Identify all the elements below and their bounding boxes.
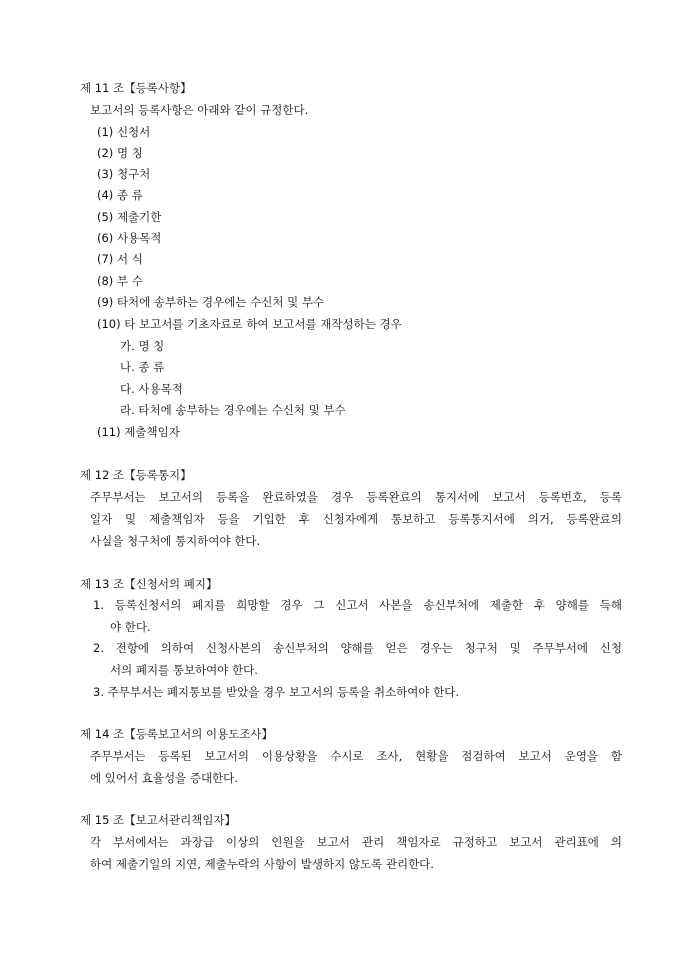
article-11-item-5: (5) 제출기한 — [97, 210, 162, 224]
article-12-line-2: 일자 및 제출책임자 등을 기입한 후 신청자에게 통보하고 등록통지서에 의거, 등록완료의 — [90, 512, 622, 526]
article-11-item-3: (3) 청구처 — [97, 167, 151, 181]
article-13-item-2-line-1: 2. 전항에 의하여 신청사본의 송신부처의 양해를 얻은 경우는 청구처 및 주무부서에 신청 — [93, 641, 622, 655]
article-15-line-1: 각 부서에서는 과장급 이상의 인원을 보고서 관리 책임자로 규정하고 보고서 관리표에 의 — [90, 835, 622, 849]
article-11-item-8: (8) 부 수 — [97, 274, 143, 288]
article-14-heading: 제 14 조【등록보고서의 이용도조사】 — [80, 727, 274, 741]
article-13-item-2-line-2: 서의 폐지를 통보하여야 한다. — [110, 663, 258, 677]
article-13-item-1-line-2: 야 한다. — [110, 620, 151, 634]
article-15-heading: 제 15 조【보고서관리책임자】 — [80, 813, 237, 827]
article-11-intro: 보고서의 등록사항은 아래와 같이 규정한다. — [90, 103, 309, 117]
article-14-line-2: 에 있어서 효율성을 증대한다. — [90, 771, 238, 785]
article-11-subitem-da: 다. 사용목적 — [120, 382, 183, 396]
article-12-heading: 제 12 조【등록통지】 — [80, 468, 192, 482]
article-11-item-1: (1) 신청서 — [97, 125, 151, 139]
article-11-item-2: (2) 명 칭 — [97, 146, 143, 160]
article-12-line-3: 사실을 청구처에 통지하여야 한다. — [90, 534, 261, 548]
article-11-item-9: (9) 타처에 송부하는 경우에는 수신처 및 부수 — [97, 295, 325, 309]
article-11-subitem-ra: 라. 타처에 송부하는 경우에는 수신처 및 부수 — [120, 403, 346, 417]
article-11-item-4: (4) 종 류 — [97, 188, 143, 202]
article-11-subitem-na: 나. 종 류 — [120, 360, 165, 374]
article-11-subitem-ga: 가. 명 칭 — [120, 339, 165, 353]
article-12-line-1: 주무부서는 보고서의 등록을 완료하였을 경우 등록완료의 통지서에 보고서 등록번호, 등록 — [90, 490, 622, 504]
article-14-line-1: 주무부서는 등록된 보고서의 이용상황을 수시로 조사, 현황을 점검하여 보고서 운영을 함 — [90, 749, 622, 763]
article-13-item-3-line-1: 3. 주무부서는 폐지통보를 받았을 경우 보고서의 등록을 취소하여야 한다. — [93, 685, 460, 699]
article-11-item-7: (7) 서 식 — [97, 252, 143, 266]
article-13-heading: 제 13 조【신청서의 폐지】 — [80, 577, 218, 591]
article-11-heading: 제 11 조【등록사항】 — [80, 81, 192, 95]
article-15-line-2: 하여 제출기일의 지연, 제출누락의 사항이 발생하지 않도록 관리한다. — [90, 857, 434, 871]
article-13-item-1-line-1: 1. 등록신청서의 폐지를 희망할 경우 그 신고서 사본을 송신부처에 제출한 후 양해를 득해 — [93, 598, 622, 612]
article-11-item-10: (10) 타 보고서를 기초자료로 하여 보고서를 재작성하는 경우 — [97, 317, 402, 331]
article-11-item-11: (11) 제출책임자 — [97, 425, 180, 439]
article-11-item-6: (6) 사용목적 — [97, 231, 162, 245]
